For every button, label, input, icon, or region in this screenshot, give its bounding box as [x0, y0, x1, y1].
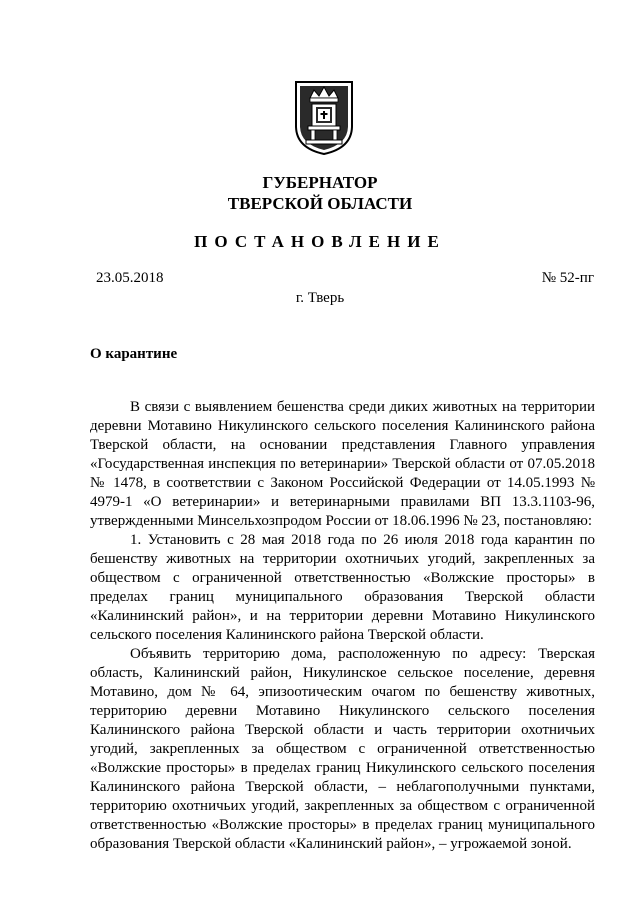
clause-1-declaration-paragraph: Объявить территорию дома, расположенную по адресу: Тверская область, Калининский район, Никулинское сельское поселение, деревня Мотавино, дом № 64, эпизоотическим очагом по бешенству животных, территорию деревни Мотавино Никулинского сельского поселения Калининского района Тверской области и часть территории охотничьих угодий, закрепленных за обществом с ограниченной ответственностью «Волжские просторы» в пределах границ Никулинского сельского поселения Калининского района Тверской области, – неблагополучными пунктами, территорию охотничьих угодий, закрепленных за обществом с ограниченной ответственностью «Волжские просторы» в пределах границ муниципального образования Тверской области «Калининский район», – угрожаемой зоной.	[90, 646, 595, 852]
preamble-paragraph: В связи с выявлением бешенства среди диких животных на территории деревни Мотавино Никулинского сельского поселения Калининского района Тверской области, на основании представления Главного управления «Государственная инспекция по ветеринарии» Тверской области от 07.05.2018 № 1478, в соответствии с Законом Российской Федерации от 14.05.1993 № 4979-1 «О ветеринарии» и ветеринарными правилами ВП 13.3.1103-96, утвержденными Минсельхозпродом России от 18.06.1996 № 23, постановляю:	[90, 399, 595, 529]
document-type: ПОСТАНОВЛЕНИЕ	[194, 232, 446, 251]
document-body	[90, 398, 595, 854]
document-date: 23.05.2018	[96, 270, 164, 286]
document-city: г. Тверь	[295, 290, 345, 306]
document-number: № 52-пг	[541, 270, 594, 286]
authority-region: ТВЕРСКОЙ ОБЛАСТИ	[227, 194, 413, 213]
coat-of-arms-icon	[292, 76, 356, 156]
document-subject: О карантине	[90, 346, 178, 362]
authority-title: ГУБЕРНАТОР	[262, 173, 378, 192]
clause-1-paragraph: 1. Установить с 28 мая 2018 года по 26 июля 2018 года карантин по бешенству животных на территории охотничьих угодий, закрепленных за обществом с ограниченной ответственностью «Волжские просторы» в пределах границ муниципального образования Тверской области «Калининский район», и на территории деревни Мотавино Никулинского сельского поселения Калининского района Тверской области.	[90, 532, 595, 643]
